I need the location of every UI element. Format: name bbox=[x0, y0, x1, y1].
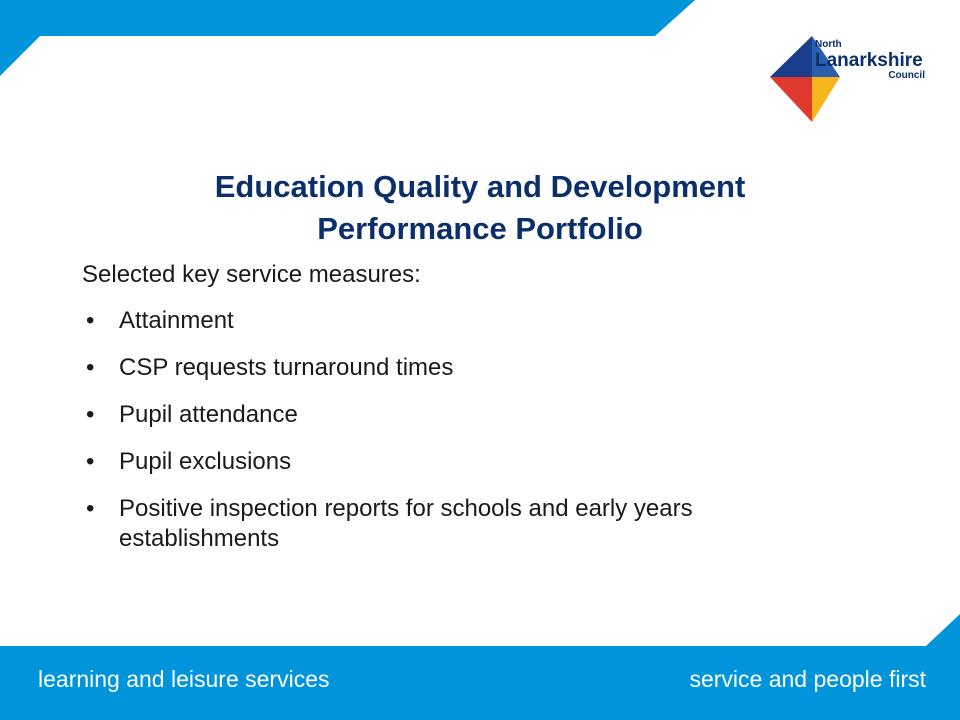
list-item: • CSP requests turnaround times bbox=[82, 353, 842, 383]
title-line-1: Education Quality and Development bbox=[214, 169, 746, 204]
logo-lanarkshire: Lanarkshire bbox=[815, 50, 923, 71]
logo-council: Council bbox=[888, 70, 925, 81]
logo-north: North bbox=[815, 39, 842, 50]
footer-right-text: service and people first bbox=[689, 666, 926, 692]
bottom-banner bbox=[0, 600, 960, 720]
measures-heading: Selected key service measures: bbox=[82, 261, 421, 288]
list-item: • Pupil exclusions bbox=[82, 447, 842, 477]
slide-title bbox=[140, 166, 820, 250]
measures-list bbox=[82, 306, 842, 554]
list-item: • Positive inspection reports for schools and early years establishments bbox=[82, 494, 842, 554]
title-line-2: Performance Portfolio bbox=[317, 211, 643, 246]
list-item: • Attainment bbox=[82, 306, 842, 336]
slide-content bbox=[82, 260, 842, 571]
logo-text bbox=[815, 40, 925, 81]
list-item: • Pupil attendance bbox=[82, 400, 842, 430]
footer-left-text: learning and leisure services bbox=[38, 666, 330, 692]
